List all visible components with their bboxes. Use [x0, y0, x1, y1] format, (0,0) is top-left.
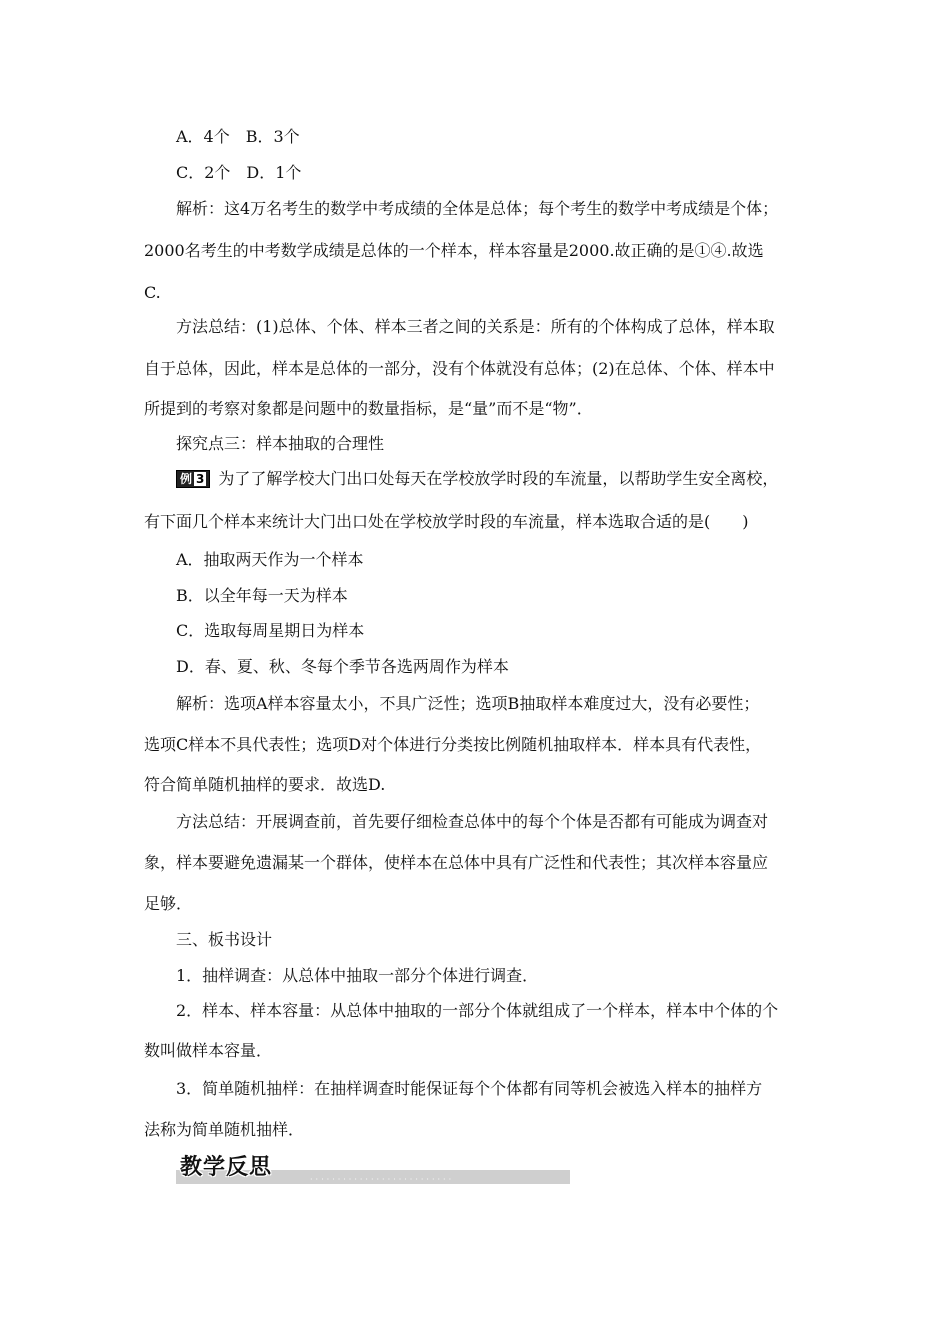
method-summary-line: 方法总结：开展调查前，首先要仔细检查总体中的每个个体是否都有可能成为调查对 [176, 812, 769, 831]
teaching-reflection-title: 教学反思 [180, 1155, 273, 1180]
option-c: C．选取每周星期日为样本 [176, 621, 365, 640]
example-question: 例 3 为了了解学校大门出口处每天在学校放学时段的车流量，以帮助学生安全离校， [176, 469, 778, 489]
option-a: A．抽取两天作为一个样本 [176, 550, 364, 569]
board-item: 2．样本、样本容量：从总体中抽取的一部分个体就组成了一个样本，样本中个体的个 [176, 1001, 779, 1020]
option-d: D．春、夏、秋、冬每个季节各选两周作为样本 [176, 657, 509, 676]
banner-dots: ·························· [310, 1175, 455, 1184]
method-summary-line: 所提到的考察对象都是问题中的数量指标，是“量”而不是“物”． [144, 399, 593, 418]
section-heading: 三、板书设计 [176, 930, 273, 949]
analysis-line: 解析：选项A样本容量太小，不具广泛性；选项B抽取样本难度过大，没有必要性； [176, 694, 760, 713]
option-ab: A．4个 B．3个 [176, 127, 300, 146]
method-summary-line: 足够． [144, 894, 193, 913]
board-item: 法称为简单随机抽样． [144, 1120, 305, 1139]
option-cd: C．2个 D．1个 [176, 163, 302, 182]
method-summary-line: 象，样本要避免遗漏某一个群体，使样本在总体中具有广泛性和代表性；其次样本容量应 [144, 853, 769, 872]
board-item: 数叫做样本容量． [144, 1041, 273, 1060]
analysis-line: 解析：这4万名考生的数学中考成绩的全体是总体；每个考生的数学中考成绩是个体； [176, 199, 779, 218]
method-summary-line: 自于总体，因此，样本是总体的一部分，没有个体就没有总体；(2)在总体、个体、样本中 [144, 359, 775, 378]
method-summary-line: 方法总结：(1)总体、个体、样本三者之间的关系是：所有的个体构成了总体，样本取 [176, 317, 775, 336]
option-b: B．以全年每一天为样本 [176, 586, 348, 605]
analysis-line: C. [144, 283, 161, 302]
example-tag: 例 3 [176, 470, 210, 488]
board-item: 1．抽样调查：从总体中抽取一部分个体进行调查． [176, 966, 539, 985]
analysis-line: 2000名考生的中考数学成绩是总体的一个样本，样本容量是2000.故正确的是①④.故选 [144, 241, 764, 260]
analysis-line: 选项C样本不具代表性；选项D对个体进行分类按比例随机抽取样本．样本具有代表性， [144, 735, 762, 754]
board-item: 3．简单随机抽样：在抽样调查时能保证每个个体都有同等机会被选入样本的抽样方 [176, 1079, 763, 1098]
analysis-line: 符合简单随机抽样的要求．故选D. [144, 775, 386, 794]
example-question: 有下面几个样本来统计大门出口处在学校放学时段的车流量，样本选取合适的是( ) [144, 512, 749, 531]
section-heading: 探究点三：样本抽取的合理性 [176, 434, 385, 453]
